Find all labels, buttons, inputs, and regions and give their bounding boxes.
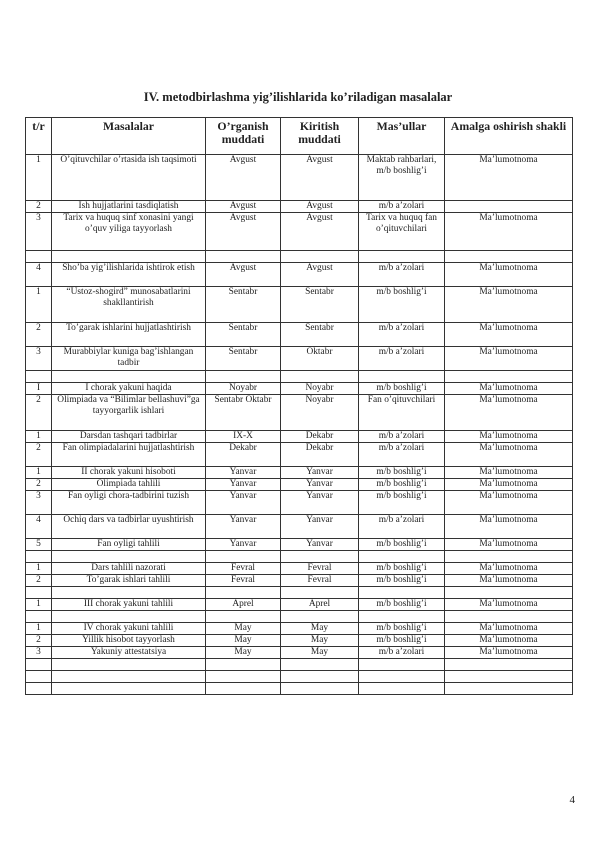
empty-cell (52, 659, 206, 671)
empty-cell (445, 683, 573, 695)
cell-entry-period: Fevral (281, 563, 359, 575)
cell-study-period: Fevral (206, 575, 281, 587)
cell-form: Ma’lumotnoma (445, 491, 573, 515)
cell-entry-period: Avgust (281, 213, 359, 251)
empty-cell (281, 659, 359, 671)
cell-entry-period: May (281, 647, 359, 659)
cell-entry-period: Avgust (281, 155, 359, 201)
page-number: 4 (569, 794, 575, 806)
empty-cell (445, 611, 573, 623)
cell-topic: Olimpiada tahlili (52, 479, 206, 491)
cell-study-period: Sentabr (206, 287, 281, 323)
empty-cell (359, 587, 445, 599)
cell-entry-period: Oktabr (281, 347, 359, 371)
cell-row-number: 1 (26, 155, 52, 201)
cell-responsible: m/b boshlig’i (359, 491, 445, 515)
empty-cell (52, 611, 206, 623)
cell-topic: Ochiq dars va tadbirlar uyushtirish (52, 515, 206, 539)
spacer-row (26, 251, 573, 263)
cell-topic: To’garak ishlari tahlili (52, 575, 206, 587)
cell-responsible: m/b a’zolari (359, 201, 445, 213)
cell-entry-period: Fevral (281, 575, 359, 587)
cell-entry-period: Yanvar (281, 539, 359, 551)
table-row (26, 515, 573, 539)
table-row (26, 213, 573, 251)
cell-responsible: m/b a’zolari (359, 443, 445, 467)
empty-cell (281, 611, 359, 623)
cell-form: Ma’lumotnoma (445, 539, 573, 551)
cell-topic: IV chorak yakuni tahlili (52, 623, 206, 635)
page-title: IV. metodbirlashma yig’ilishlarida ko’riladigan masalalar (143, 90, 453, 104)
cell-row-number: 2 (26, 575, 52, 587)
cell-study-period: Aprel (206, 599, 281, 611)
empty-cell (26, 371, 52, 383)
empty-cell (26, 659, 52, 671)
table-row (26, 347, 573, 371)
cell-responsible: m/b boshlig’i (359, 563, 445, 575)
table-row (26, 647, 573, 659)
cell-row-number: 2 (26, 201, 52, 213)
cell-row-number: 1 (26, 599, 52, 611)
cell-study-period: Sentabr (206, 323, 281, 347)
cell-responsible: Tarix va huquq fan o’qituvchilari (359, 213, 445, 251)
spacer-row (26, 371, 573, 383)
table-row (26, 539, 573, 551)
cell-form: Ma’lumotnoma (445, 443, 573, 467)
empty-cell (206, 251, 281, 263)
cell-entry-period: Sentabr (281, 323, 359, 347)
cell-row-number: 1 (26, 563, 52, 575)
cell-topic: Ish hujjatlarini tasdiqlatish (52, 201, 206, 213)
cell-row-number: 1 (26, 287, 52, 323)
cell-row-number: 1 (26, 431, 52, 443)
cell-study-period: Yanvar (206, 515, 281, 539)
empty-cell (26, 611, 52, 623)
cell-topic: Dars tahlili nazorati (52, 563, 206, 575)
cell-form: Ma’lumotnoma (445, 575, 573, 587)
cell-row-number: 3 (26, 213, 52, 251)
cell-entry-period: May (281, 635, 359, 647)
table-row (26, 431, 573, 443)
cell-study-period: May (206, 647, 281, 659)
header-topics: Masalalar (52, 118, 206, 155)
spacer-row (26, 683, 573, 695)
header-study-period: O’rganish muddati (206, 118, 281, 155)
empty-cell (26, 251, 52, 263)
cell-form: Ma’lumotnoma (445, 467, 573, 479)
header-number: t/r (26, 118, 52, 155)
cell-topic: II chorak yakuni hisoboti (52, 467, 206, 479)
empty-cell (281, 683, 359, 695)
cell-study-period: Sentabr Oktabr (206, 395, 281, 431)
cell-form: Ma’lumotnoma (445, 563, 573, 575)
cell-form: Ma’lumotnoma (445, 213, 573, 251)
empty-cell (206, 551, 281, 563)
empty-cell (206, 683, 281, 695)
cell-form: Ma’lumotnoma (445, 347, 573, 371)
cell-topic: Fan olimpiadalarini hujjatlashtirish (52, 443, 206, 467)
cell-form: Ma’lumotnoma (445, 323, 573, 347)
empty-cell (359, 659, 445, 671)
spacer-row (26, 659, 573, 671)
cell-topic: I chorak yakuni haqida (52, 383, 206, 395)
cell-topic: III chorak yakuni tahlili (52, 599, 206, 611)
cell-row-number: 4 (26, 515, 52, 539)
cell-entry-period: Aprel (281, 599, 359, 611)
table-row (26, 395, 573, 431)
cell-study-period: Avgust (206, 213, 281, 251)
cell-form: Ma’lumotnoma (445, 647, 573, 659)
cell-entry-period: Dekabr (281, 443, 359, 467)
cell-form: Ma’lumotnoma (445, 395, 573, 431)
cell-form: Ma’lumotnoma (445, 263, 573, 287)
table-row (26, 201, 573, 213)
empty-cell (206, 371, 281, 383)
cell-topic: Fan oyligi chora-tadbirini tuzish (52, 491, 206, 515)
cell-row-number: I (26, 383, 52, 395)
empty-cell (359, 683, 445, 695)
cell-entry-period: Yanvar (281, 515, 359, 539)
cell-topic: Darsdan tashqari tadbirlar (52, 431, 206, 443)
table-row (26, 263, 573, 287)
cell-entry-period: Noyabr (281, 395, 359, 431)
cell-form: Ma’lumotnoma (445, 155, 573, 201)
cell-responsible: Maktab rahbarlari, m/b boshlig’i (359, 155, 445, 201)
empty-cell (52, 683, 206, 695)
empty-cell (281, 251, 359, 263)
empty-cell (206, 587, 281, 599)
table-row (26, 443, 573, 467)
empty-cell (359, 251, 445, 263)
empty-cell (445, 251, 573, 263)
cell-study-period: Yanvar (206, 479, 281, 491)
cell-study-period: May (206, 635, 281, 647)
empty-cell (26, 551, 52, 563)
cell-form: Ma’lumotnoma (445, 635, 573, 647)
empty-cell (52, 587, 206, 599)
table-row (26, 599, 573, 611)
header-entry-period: Kiritish muddati (281, 118, 359, 155)
empty-cell (359, 371, 445, 383)
cell-study-period: Sentabr (206, 347, 281, 371)
table-row (26, 287, 573, 323)
empty-cell (26, 587, 52, 599)
empty-cell (445, 371, 573, 383)
cell-entry-period: Avgust (281, 263, 359, 287)
cell-study-period: Yanvar (206, 491, 281, 515)
cell-responsible: m/b boshlig’i (359, 539, 445, 551)
empty-cell (281, 587, 359, 599)
cell-entry-period: Yanvar (281, 467, 359, 479)
table-row (26, 479, 573, 491)
header-responsible: Mas’ullar (359, 118, 445, 155)
cell-row-number: 1 (26, 467, 52, 479)
spacer-row (26, 551, 573, 563)
cell-responsible: m/b a’zolari (359, 323, 445, 347)
spacer-row (26, 587, 573, 599)
cell-entry-period: Noyabr (281, 383, 359, 395)
cell-topic: Yillik hisobot tayyorlash (52, 635, 206, 647)
cell-topic: “Ustoz-shogird” munosabatlarini shakllantirish (52, 287, 206, 323)
cell-topic: Yakuniy attestatsiya (52, 647, 206, 659)
empty-cell (445, 551, 573, 563)
cell-form: Ma’lumotnoma (445, 431, 573, 443)
cell-row-number: 2 (26, 323, 52, 347)
empty-cell (206, 671, 281, 683)
cell-responsible: m/b a’zolari (359, 347, 445, 371)
table-row (26, 563, 573, 575)
table-row (26, 155, 573, 201)
cell-responsible: m/b a’zolari (359, 515, 445, 539)
cell-responsible: m/b boshlig’i (359, 635, 445, 647)
cell-study-period: Dekabr (206, 443, 281, 467)
cell-responsible: m/b boshlig’i (359, 467, 445, 479)
cell-row-number: 3 (26, 647, 52, 659)
cell-row-number: 5 (26, 539, 52, 551)
cell-entry-period: Yanvar (281, 479, 359, 491)
cell-topic: Tarix va huquq sinf xonasini yangi o’quv yiliga tayyorlash (52, 213, 206, 251)
cell-study-period: Yanvar (206, 467, 281, 479)
cell-responsible: m/b boshlig’i (359, 599, 445, 611)
cell-entry-period: Yanvar (281, 491, 359, 515)
cell-row-number: 3 (26, 491, 52, 515)
empty-cell (281, 371, 359, 383)
empty-cell (26, 683, 52, 695)
table-row (26, 623, 573, 635)
cell-study-period: IX-X (206, 431, 281, 443)
empty-cell (206, 659, 281, 671)
table-header-row (26, 118, 573, 155)
agenda-table (25, 117, 573, 695)
cell-study-period: Noyabr (206, 383, 281, 395)
cell-row-number: 4 (26, 263, 52, 287)
cell-topic: Olimpiada va “Bilimlar bellashuvi”ga tayyorgarlik ishlari (52, 395, 206, 431)
cell-entry-period: Dekabr (281, 431, 359, 443)
cell-row-number: 2 (26, 479, 52, 491)
table-row (26, 491, 573, 515)
cell-entry-period: Avgust (281, 201, 359, 213)
spacer-row (26, 611, 573, 623)
cell-form: Ma’lumotnoma (445, 383, 573, 395)
cell-responsible: Fan o’qituvchilari (359, 395, 445, 431)
empty-cell (52, 371, 206, 383)
cell-responsible: m/b a’zolari (359, 647, 445, 659)
table-row (26, 467, 573, 479)
cell-topic: Sho’ba yig’ilishlarida ishtirok etish (52, 263, 206, 287)
cell-study-period: Avgust (206, 155, 281, 201)
spacer-row (26, 671, 573, 683)
empty-cell (206, 611, 281, 623)
cell-entry-period: May (281, 623, 359, 635)
empty-cell (445, 659, 573, 671)
cell-row-number: 2 (26, 443, 52, 467)
empty-cell (359, 671, 445, 683)
cell-responsible: m/b boshlig’i (359, 623, 445, 635)
cell-form (445, 201, 573, 213)
empty-cell (281, 671, 359, 683)
cell-responsible: m/b a’zolari (359, 431, 445, 443)
cell-topic: O’qituvchilar o’rtasida ish taqsimoti (52, 155, 206, 201)
empty-cell (359, 611, 445, 623)
cell-row-number: 2 (26, 395, 52, 431)
cell-form: Ma’lumotnoma (445, 479, 573, 491)
cell-responsible: m/b a’zolari (359, 263, 445, 287)
cell-row-number: 1 (26, 623, 52, 635)
cell-study-period: Avgust (206, 201, 281, 213)
empty-cell (445, 587, 573, 599)
empty-cell (445, 671, 573, 683)
cell-entry-period: Sentabr (281, 287, 359, 323)
table-row (26, 323, 573, 347)
cell-topic: Fan oyligi tahlili (52, 539, 206, 551)
cell-topic: Murabbiylar kuniga bag’ishlangan tadbir (52, 347, 206, 371)
empty-cell (359, 551, 445, 563)
empty-cell (52, 671, 206, 683)
cell-study-period: Fevral (206, 563, 281, 575)
cell-row-number: 3 (26, 347, 52, 371)
table-row (26, 635, 573, 647)
cell-form: Ma’lumotnoma (445, 599, 573, 611)
cell-row-number: 2 (26, 635, 52, 647)
empty-cell (52, 551, 206, 563)
cell-study-period: Yanvar (206, 539, 281, 551)
cell-form: Ma’lumotnoma (445, 623, 573, 635)
table-row (26, 575, 573, 587)
header-form: Amalga oshirish shakli (445, 118, 573, 155)
empty-cell (52, 251, 206, 263)
cell-responsible: m/b boshlig’i (359, 287, 445, 323)
cell-responsible: m/b boshlig’i (359, 479, 445, 491)
cell-form: Ma’lumotnoma (445, 287, 573, 323)
cell-responsible: m/b boshlig’i (359, 575, 445, 587)
cell-form: Ma’lumotnoma (445, 515, 573, 539)
empty-cell (281, 551, 359, 563)
table-row (26, 383, 573, 395)
cell-topic: To’garak ishlarini hujjatlashtirish (52, 323, 206, 347)
cell-study-period: Avgust (206, 263, 281, 287)
empty-cell (26, 671, 52, 683)
cell-responsible: m/b boshlig’i (359, 383, 445, 395)
cell-study-period: May (206, 623, 281, 635)
